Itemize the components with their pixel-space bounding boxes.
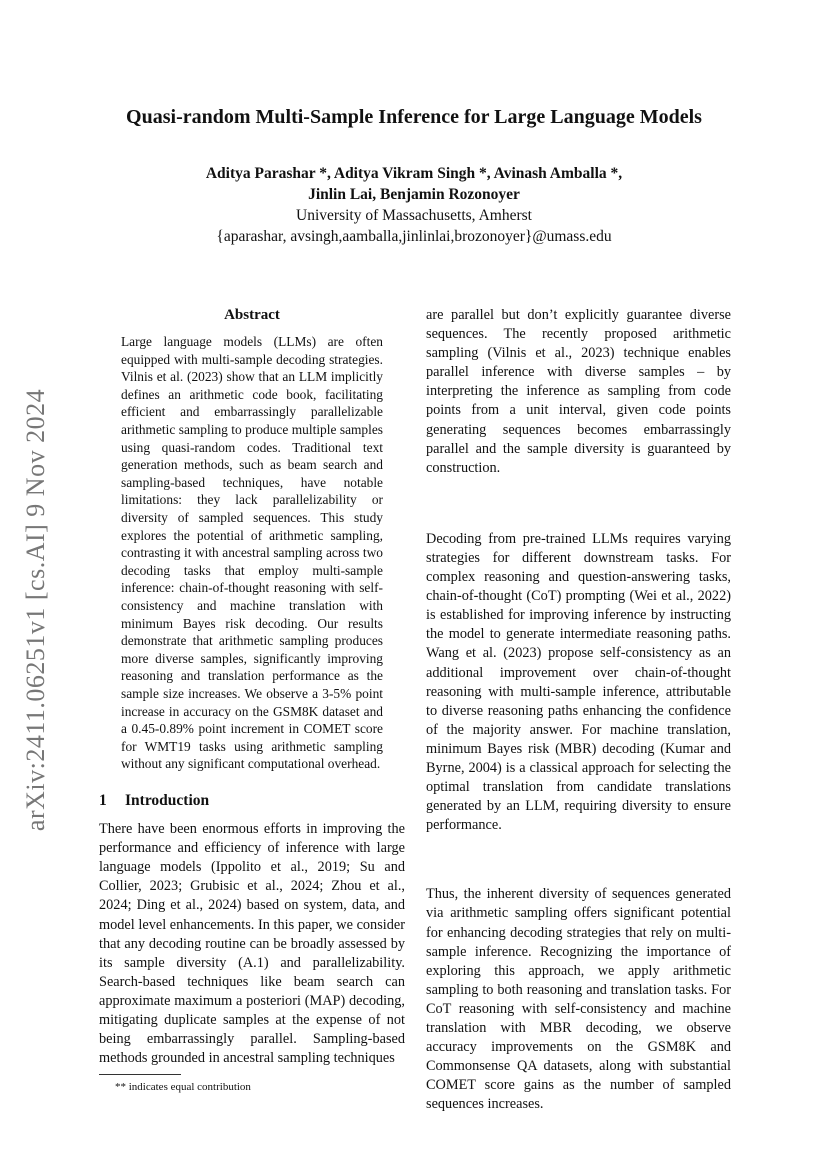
section-title: Introduction — [125, 791, 210, 809]
paper-title: Quasi-random Multi-Sample Inference for Large Language Models — [126, 106, 702, 128]
left-column — [99, 306, 405, 1097]
authors-line-2: Jinlin Lai, Benjamin Rozonoyer — [308, 186, 520, 203]
abstract-text: Large language models (LLMs) are often equipped with multi-sample decoding strategies. Vilnis et al. (2023) show that an LLM implicitly defines an arithmetic code book, facilitating efficient and embarrassingly parallelizable arithmetic sampling to produce multiple samples using quasi-random codes. Traditional text generation methods, such as beam search and sampling-based techniques, have notable limitations: they lack parallelizability or diversity of sampled sequences. This study explores the potential of arithmetic sampling, contrasting it with ancestral sampling across two decoding tasks that employ multi-sample inference: chain-of-thought reasoning with self-consistency and machine translation with minimum Bayes risk decoding. Our results demonstrate that arithmetic sampling produces more diverse samples, significantly improving reasoning and translation performance as the sample size increases. We observe a 3-5% point increase in accuracy on the GSM8K dataset and a 0.45-0.89% point increment in COMET score for WMT19 tasks using arithmetic sampling without any significant computational overhead. — [121, 334, 383, 772]
intro-paragraph-4: Thus, the inherent diversity of sequences generated via arithmetic sampling offers significant potential for enhancing decoding strategies that rely on multi-sample inference. Recognizing the importance of exploring this approach, we apply arithmetic sampling to both reasoning and translation tasks. For CoT reasoning with self-consistency and machine translation with MBR decoding, we observe accuracy improvements on the GSM8K and Commonsense QA datasets, along with substantial COMET score gains as the number of sampled sequences increases. — [426, 886, 731, 1113]
intro-paragraph-2: are parallel but don’t explicitly guarantee diverse sequences. The recently proposed arithmetic sampling (Vilnis et al., 2023) technique enables parallel inference with diverse samples – by interpreting the inference as sampling from code points from a unit interval, given code points generating sequences becomes embarrassingly parallel and the sample diversity is guaranteed by construction. — [426, 307, 731, 476]
right-column — [426, 306, 731, 1114]
author-emails: {aparashar, avsingh,aamballa,jinlinlai,brozonoyer}@umass.edu — [216, 228, 612, 245]
section-heading-introduction — [99, 791, 405, 810]
section-number: 1 — [99, 791, 107, 809]
authors-line-1: Aditya Parashar *, Aditya Vikram Singh *, Avinash Amballa *, — [205, 165, 623, 182]
abstract-heading: Abstract — [224, 307, 280, 323]
arxiv-sidebar-stamp — [6, 370, 66, 850]
arxiv-id: arXiv:2411.06251v1 [cs.AI] 9 Nov 2024 — [21, 388, 50, 832]
author-block — [0, 163, 828, 247]
footnote: ** indicates equal contribution — [115, 1081, 251, 1094]
intro-paragraph-1: There have been enormous efforts in improving the performance and efficiency of inference with large language models (Ippolito et al., 2019; Su and Collier, 2023; Grubisic et al., 2024; Zhou et al., 2024; Ding et al., 2024) based on system, data, and model level enhancements. In this paper, we consider that any decoding routine can be broadly assessed by its sample diversity (A.1) and parallelizability. Search-based techniques like beam search can approximate maximum a posteriori (MAP) decoding, mitigating duplicate samples at the expense of not being embarrassingly parallel. Sampling-based methods grounded in ancestral sampling techniques — [99, 821, 405, 1067]
intro-paragraph-3: Decoding from pre-trained LLMs requires varying strategies for different downstream tasks. For complex reasoning and question-answering tasks, chain-of-thought (CoT) prompting (Wei et al., 2022) is established for improving inference by instructing the model to generate intermediate reasoning paths. Wang et al. (2023) propose self-consistency as an additional improvement over chain-of-thought reasoning with multi-sample inference, attributable to diverse reasoning paths enhancing the confidence of the majority answer. For machine translation, minimum Bayes risk (MBR) decoding (Kumar and Byrne, 2004) is a classical approach for selecting the optimal translation from candidate translations generated by an LLM, requiring diversity to ensure performance. — [426, 530, 731, 834]
affiliation: University of Massachusetts, Amherst — [296, 207, 532, 224]
footnote-rule — [99, 1074, 181, 1075]
